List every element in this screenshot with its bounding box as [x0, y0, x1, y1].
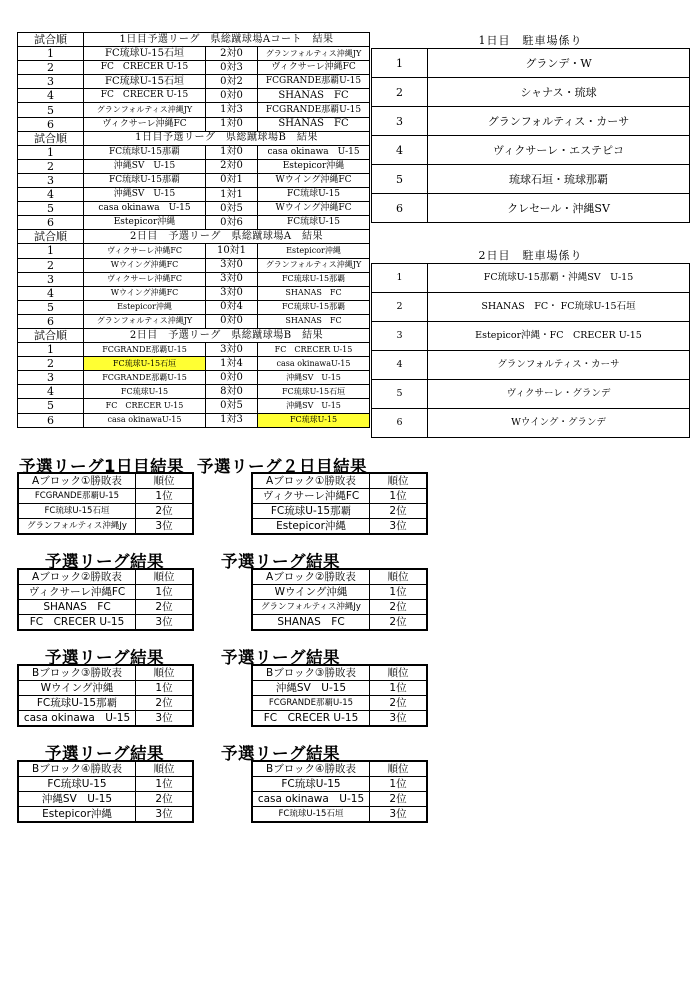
standings-row: [252, 777, 427, 792]
team-rank: 2位: [136, 600, 194, 615]
match-number: 4: [18, 188, 84, 202]
team-name: Estepicor沖縄: [252, 519, 370, 535]
match-order-label: 試合順: [18, 131, 84, 145]
parking-row: [372, 380, 690, 409]
standings-row: [252, 615, 427, 631]
match-row: [18, 188, 370, 202]
standings-row: [18, 489, 193, 504]
match-score: 1対3: [206, 413, 258, 427]
match-number: 4: [18, 89, 84, 103]
parking-header: [372, 32, 690, 49]
match-row: [18, 300, 370, 314]
away-team: FC琉球U-15石垣: [258, 385, 370, 399]
home-team: 沖縄SV U-15: [84, 159, 206, 173]
match-score: 0対5: [206, 202, 258, 216]
match-score: 1対0: [206, 117, 258, 131]
section-header: [18, 230, 370, 244]
team-rank: 2位: [370, 696, 428, 711]
home-team: ヴィクサーレ沖縄FC: [84, 117, 206, 131]
team-name: SHANAS FC: [252, 615, 370, 631]
standings-header: [18, 569, 193, 585]
team-rank: 3位: [370, 807, 428, 823]
section-title: 1日目予選リーグ 県総蹴球場B 結果: [84, 131, 370, 145]
home-team: FC琉球U-15石垣: [84, 47, 206, 61]
match-score: 0対4: [206, 300, 258, 314]
home-team: casa okinawaU-15: [84, 413, 206, 427]
away-team: Estepicor沖縄: [258, 244, 370, 258]
away-team: FCGRANDE那覇U-15: [258, 103, 370, 117]
parking-number: 5: [372, 380, 428, 409]
match-row: [18, 314, 370, 328]
standings-table: [251, 760, 428, 823]
match-score: 0対6: [206, 216, 258, 230]
parking-row: [372, 107, 690, 136]
team-name: グランフォルティス沖縄Jy: [252, 600, 370, 615]
home-team: FC CRECER U-15: [84, 89, 206, 103]
team-rank: 3位: [136, 615, 194, 631]
result-title: 予選リーグ結果: [45, 744, 164, 763]
standings-row: [252, 600, 427, 615]
result-title: 予選リーグ結果: [221, 648, 340, 667]
parking-header: [372, 247, 690, 264]
match-row: [18, 75, 370, 89]
parking-title: 1日目 駐車場係り: [478, 33, 583, 47]
match-row: [18, 272, 370, 286]
standings-row: [252, 792, 427, 807]
rank-header: 順位: [370, 761, 428, 777]
parking-teams: 琉球石垣・琉球那覇: [428, 165, 690, 194]
home-team: グランフォルティス沖縄JY: [84, 314, 206, 328]
team-name: 沖縄SV U-15: [252, 681, 370, 696]
rank-header: 順位: [136, 569, 194, 585]
standings-header: [252, 761, 427, 777]
home-team: FCGRANDE那覇U-15: [84, 371, 206, 385]
home-team: グランフォルティス沖縄JY: [84, 103, 206, 117]
parking-title: 2日目 駐車場係り: [478, 248, 583, 262]
home-team: Wウイング沖縄FC: [84, 258, 206, 272]
parking-row: [372, 136, 690, 165]
home-team: 沖縄SV U-15: [84, 188, 206, 202]
parking-teams: FC琉球U-15那覇・沖縄SV U-15: [428, 264, 690, 293]
match-score: 0対2: [206, 75, 258, 89]
team-rank: 3位: [370, 711, 428, 727]
result-title: 予選リーグ結果: [221, 744, 340, 763]
parking-number: 3: [372, 107, 428, 136]
parking-number: 4: [372, 136, 428, 165]
team-rank: 1位: [370, 585, 428, 600]
section-title: 1日目予選リーグ 県総蹴球場Aコート 結果: [84, 33, 370, 47]
away-team: FC琉球U-15: [258, 188, 370, 202]
rank-header: 順位: [136, 665, 194, 681]
section-title: 2日目 予選リーグ 県総蹴球場B 結果: [84, 328, 370, 342]
match-number: 2: [18, 159, 84, 173]
rank-header: 順位: [136, 761, 194, 777]
parking-row: [372, 351, 690, 380]
home-team: casa okinawa U-15: [84, 202, 206, 216]
match-number: 3: [18, 173, 84, 187]
parking-teams: グランフォルティス・カーサ: [428, 107, 690, 136]
match-number: 3: [18, 272, 84, 286]
team-rank: 1位: [370, 777, 428, 792]
match-score: 2対0: [206, 47, 258, 61]
team-name: Wウイング沖縄: [252, 585, 370, 600]
standings-row: [252, 696, 427, 711]
match-score: 0対1: [206, 173, 258, 187]
match-number: 2: [18, 61, 84, 75]
parking-row: [372, 194, 690, 223]
team-rank: 1位: [136, 777, 194, 792]
parking-teams: Wウイング・グランデ: [428, 409, 690, 438]
match-number: 6: [18, 413, 84, 427]
standings-row: [18, 777, 193, 792]
match-schedule-table: [17, 32, 370, 428]
match-score: 0対3: [206, 61, 258, 75]
standings-row: [18, 696, 193, 711]
match-row: [18, 399, 370, 413]
block-header: Bブロック③勝敗表: [18, 665, 136, 681]
match-number: 4: [18, 286, 84, 300]
away-team: FC琉球U-15那覇: [258, 272, 370, 286]
team-name: FC CRECER U-15: [18, 615, 136, 631]
standings-row: [18, 792, 193, 807]
away-team: casa okinawaU-15: [258, 357, 370, 371]
match-row: [18, 103, 370, 117]
match-order-label: 試合順: [18, 33, 84, 47]
match-number: 6: [18, 314, 84, 328]
match-number: 1: [18, 343, 84, 357]
team-name: FC琉球U-15: [18, 777, 136, 792]
team-name: SHANAS FC: [18, 600, 136, 615]
match-row: [18, 413, 370, 427]
away-team: FCGRANDE那覇U-15: [258, 75, 370, 89]
match-number: 3: [18, 371, 84, 385]
team-rank: 1位: [370, 681, 428, 696]
parking-row: [372, 264, 690, 293]
standings-row: [18, 585, 193, 600]
match-number: 4: [18, 385, 84, 399]
parking-row: [372, 165, 690, 194]
parking-teams: クレセール・沖縄SV: [428, 194, 690, 223]
standings-row: [18, 615, 193, 631]
match-score: 0対0: [206, 89, 258, 103]
home-team: FC琉球U-15那覇: [84, 173, 206, 187]
home-team-highlighted: FC琉球U-15石垣: [84, 357, 206, 371]
team-name: FCGRANDE那覇U-15: [252, 696, 370, 711]
result-title: 予選リーグ結果: [45, 648, 164, 667]
match-order-label: 試合順: [18, 230, 84, 244]
match-number: 1: [18, 145, 84, 159]
team-rank: 1位: [136, 681, 194, 696]
match-score: 2対0: [206, 159, 258, 173]
away-team: ヴィクサーレ沖縄FC: [258, 61, 370, 75]
team-rank: 3位: [136, 807, 194, 823]
match-score: 3対0: [206, 286, 258, 300]
parking-teams: ヴィクサーレ・エステピコ: [428, 136, 690, 165]
section-header: [18, 328, 370, 342]
parking-teams: グランフォルティス・カーサ: [428, 351, 690, 380]
parking-number: 1: [372, 264, 428, 293]
team-rank: 3位: [370, 519, 428, 535]
team-rank: 2位: [370, 792, 428, 807]
team-rank: 1位: [136, 489, 194, 504]
standings-row: [18, 600, 193, 615]
match-score: 1対4: [206, 357, 258, 371]
match-number: 5: [18, 202, 84, 216]
parking-row: [372, 49, 690, 78]
match-number: 6: [18, 117, 84, 131]
section-header: [18, 33, 370, 47]
block-header: Aブロック①勝敗表: [18, 473, 136, 489]
home-team: FCGRANDE那覇U-15: [84, 343, 206, 357]
parking-number: 5: [372, 165, 428, 194]
match-row: [18, 286, 370, 300]
block-header: Aブロック②勝敗表: [252, 569, 370, 585]
match-score: 3対0: [206, 272, 258, 286]
match-score: 3対0: [206, 343, 258, 357]
team-rank: 3位: [136, 711, 194, 727]
standings-header: [252, 473, 427, 489]
away-team: グランフォルティス沖縄JY: [258, 258, 370, 272]
team-rank: 3位: [136, 519, 194, 535]
result-title-day1: 予選リーグ1日目結果: [19, 457, 184, 476]
standings-row: [18, 504, 193, 519]
home-team: ヴィクサーレ沖縄FC: [84, 244, 206, 258]
standings-table: [17, 664, 194, 727]
parking-teams: Estepicor沖縄・FC CRECER U-15: [428, 322, 690, 351]
away-team: Estepicor沖縄: [258, 159, 370, 173]
standings-row: [252, 519, 427, 535]
team-name: FC琉球U-15那覇: [18, 696, 136, 711]
block-header: Aブロック②勝敗表: [18, 569, 136, 585]
team-rank: 2位: [370, 600, 428, 615]
team-name: FC琉球U-15那覇: [252, 504, 370, 519]
parking-number: 3: [372, 322, 428, 351]
standings-table: [17, 760, 194, 823]
away-team: SHANAS FC: [258, 117, 370, 131]
away-team: casa okinawa U-15: [258, 145, 370, 159]
standings-row: [252, 711, 427, 727]
match-row: [18, 145, 370, 159]
away-team-highlighted: FC琉球U-15: [258, 413, 370, 427]
parking-row: [372, 322, 690, 351]
match-row: [18, 385, 370, 399]
parking-number: 6: [372, 194, 428, 223]
block-header: Aブロック①勝敗表: [252, 473, 370, 489]
match-number: 5: [18, 103, 84, 117]
home-team: Estepicor沖縄: [84, 300, 206, 314]
match-row: [18, 343, 370, 357]
match-score: 0対5: [206, 399, 258, 413]
match-row: [18, 202, 370, 216]
parking-number: 6: [372, 409, 428, 438]
team-name: ヴィクサーレ沖縄FC: [252, 489, 370, 504]
standings-table: [17, 568, 194, 631]
match-score: 1対0: [206, 145, 258, 159]
standings-header: [252, 665, 427, 681]
parking-row: [372, 409, 690, 438]
standings-header: [18, 665, 193, 681]
parking-number: 1: [372, 49, 428, 78]
team-name: グランフォルティス沖縄Jy: [18, 519, 136, 535]
match-score: 0対0: [206, 371, 258, 385]
rank-header: 順位: [370, 473, 428, 489]
away-team: FC琉球U-15那覇: [258, 300, 370, 314]
result-title: 予選リーグ結果: [45, 552, 164, 571]
rank-header: 順位: [136, 473, 194, 489]
block-header: Bブロック④勝敗表: [18, 761, 136, 777]
team-name: ヴィクサーレ沖縄FC: [18, 585, 136, 600]
match-score: 0対0: [206, 314, 258, 328]
team-name: FC琉球U-15石垣: [18, 504, 136, 519]
standings-row: [252, 585, 427, 600]
parking-number: 2: [372, 293, 428, 322]
match-row: [18, 173, 370, 187]
standings-row: [252, 681, 427, 696]
away-team: Wウイング沖縄FC: [258, 173, 370, 187]
home-team: FC琉球U-15石垣: [84, 75, 206, 89]
away-team: SHANAS FC: [258, 89, 370, 103]
match-row: [18, 216, 370, 230]
home-team: FC CRECER U-15: [84, 61, 206, 75]
match-row: [18, 61, 370, 75]
away-team: 沖縄SV U-15: [258, 371, 370, 385]
team-rank: 2位: [136, 792, 194, 807]
match-number: 5: [18, 399, 84, 413]
home-team: Wウイング沖縄FC: [84, 286, 206, 300]
team-name: FC琉球U-15石垣: [252, 807, 370, 823]
match-score: 1対1: [206, 188, 258, 202]
match-row: [18, 159, 370, 173]
result-title-day2: 予選リーグ２日目結果: [197, 457, 367, 476]
team-name: Wウイング沖縄: [18, 681, 136, 696]
match-row: [18, 357, 370, 371]
team-rank: 2位: [370, 615, 428, 631]
standings-header: [18, 761, 193, 777]
match-score: 10対1: [206, 244, 258, 258]
standings-row: [18, 681, 193, 696]
block-header: Bブロック④勝敗表: [252, 761, 370, 777]
standings-header: [252, 569, 427, 585]
parking-teams: SHANAS FC・ FC琉球U-15石垣: [428, 293, 690, 322]
match-row: [18, 371, 370, 385]
rank-header: 順位: [370, 569, 428, 585]
match-score: 1対3: [206, 103, 258, 117]
parking-teams: グランデ・W: [428, 49, 690, 78]
section-header: [18, 131, 370, 145]
away-team: SHANAS FC: [258, 286, 370, 300]
match-row: [18, 258, 370, 272]
team-name: FC CRECER U-15: [252, 711, 370, 727]
parking-duty-day2-table: [371, 247, 690, 438]
away-team: FC琉球U-15: [258, 216, 370, 230]
section-title: 2日目 予選リーグ 県総蹴球場A 結果: [84, 230, 370, 244]
parking-number: 4: [372, 351, 428, 380]
match-number: 5: [18, 300, 84, 314]
standings-row: [18, 519, 193, 535]
home-team: FC CRECER U-15: [84, 399, 206, 413]
away-team: Wウイング沖縄FC: [258, 202, 370, 216]
standings-table: [251, 568, 428, 631]
standings-row: [252, 807, 427, 823]
standings-table: [17, 472, 194, 535]
parking-row: [372, 293, 690, 322]
team-name: casa okinawa U-15: [18, 711, 136, 727]
match-score: 3対0: [206, 258, 258, 272]
away-team: グランフォルティス沖縄JY: [258, 47, 370, 61]
result-title: 予選リーグ結果: [221, 552, 340, 571]
home-team: FC琉球U-15那覇: [84, 145, 206, 159]
team-rank: 1位: [136, 585, 194, 600]
away-team: SHANAS FC: [258, 314, 370, 328]
match-order-label: 試合順: [18, 328, 84, 342]
match-row: [18, 117, 370, 131]
away-team: FC CRECER U-15: [258, 343, 370, 357]
team-rank: 2位: [136, 504, 194, 519]
standings-row: [18, 711, 193, 727]
away-team: 沖縄SV U-15: [258, 399, 370, 413]
match-number: 1: [18, 244, 84, 258]
match-number: 2: [18, 357, 84, 371]
standings-row: [252, 504, 427, 519]
match-row: [18, 47, 370, 61]
team-rank: 2位: [136, 696, 194, 711]
team-name: FC琉球U-15: [252, 777, 370, 792]
parking-number: 2: [372, 78, 428, 107]
match-row: [18, 244, 370, 258]
standings-header: [18, 473, 193, 489]
match-score: 8対0: [206, 385, 258, 399]
rank-header: 順位: [370, 665, 428, 681]
match-number: 1: [18, 47, 84, 61]
team-rank: 2位: [370, 504, 428, 519]
home-team: ヴィクサーレ沖縄FC: [84, 272, 206, 286]
team-name: 沖縄SV U-15: [18, 792, 136, 807]
team-name: FCGRANDE那覇U-15: [18, 489, 136, 504]
match-number: 3: [18, 75, 84, 89]
parking-duty-day1-table: [371, 32, 690, 223]
team-name: Estepicor沖縄: [18, 807, 136, 823]
match-number: 6: [18, 216, 84, 230]
match-number: 2: [18, 258, 84, 272]
block-header: Bブロック③勝敗表: [252, 665, 370, 681]
standings-table: [251, 664, 428, 727]
team-name: casa okinawa U-15: [252, 792, 370, 807]
match-row: [18, 89, 370, 103]
parking-row: [372, 78, 690, 107]
parking-teams: シャナス・琉球: [428, 78, 690, 107]
home-team: Estepicor沖縄: [84, 216, 206, 230]
home-team: FC琉球U-15: [84, 385, 206, 399]
parking-teams: ヴィクサーレ・グランデ: [428, 380, 690, 409]
team-rank: 1位: [370, 489, 428, 504]
standings-row: [18, 807, 193, 823]
standings-row: [252, 489, 427, 504]
standings-table: [251, 472, 428, 535]
